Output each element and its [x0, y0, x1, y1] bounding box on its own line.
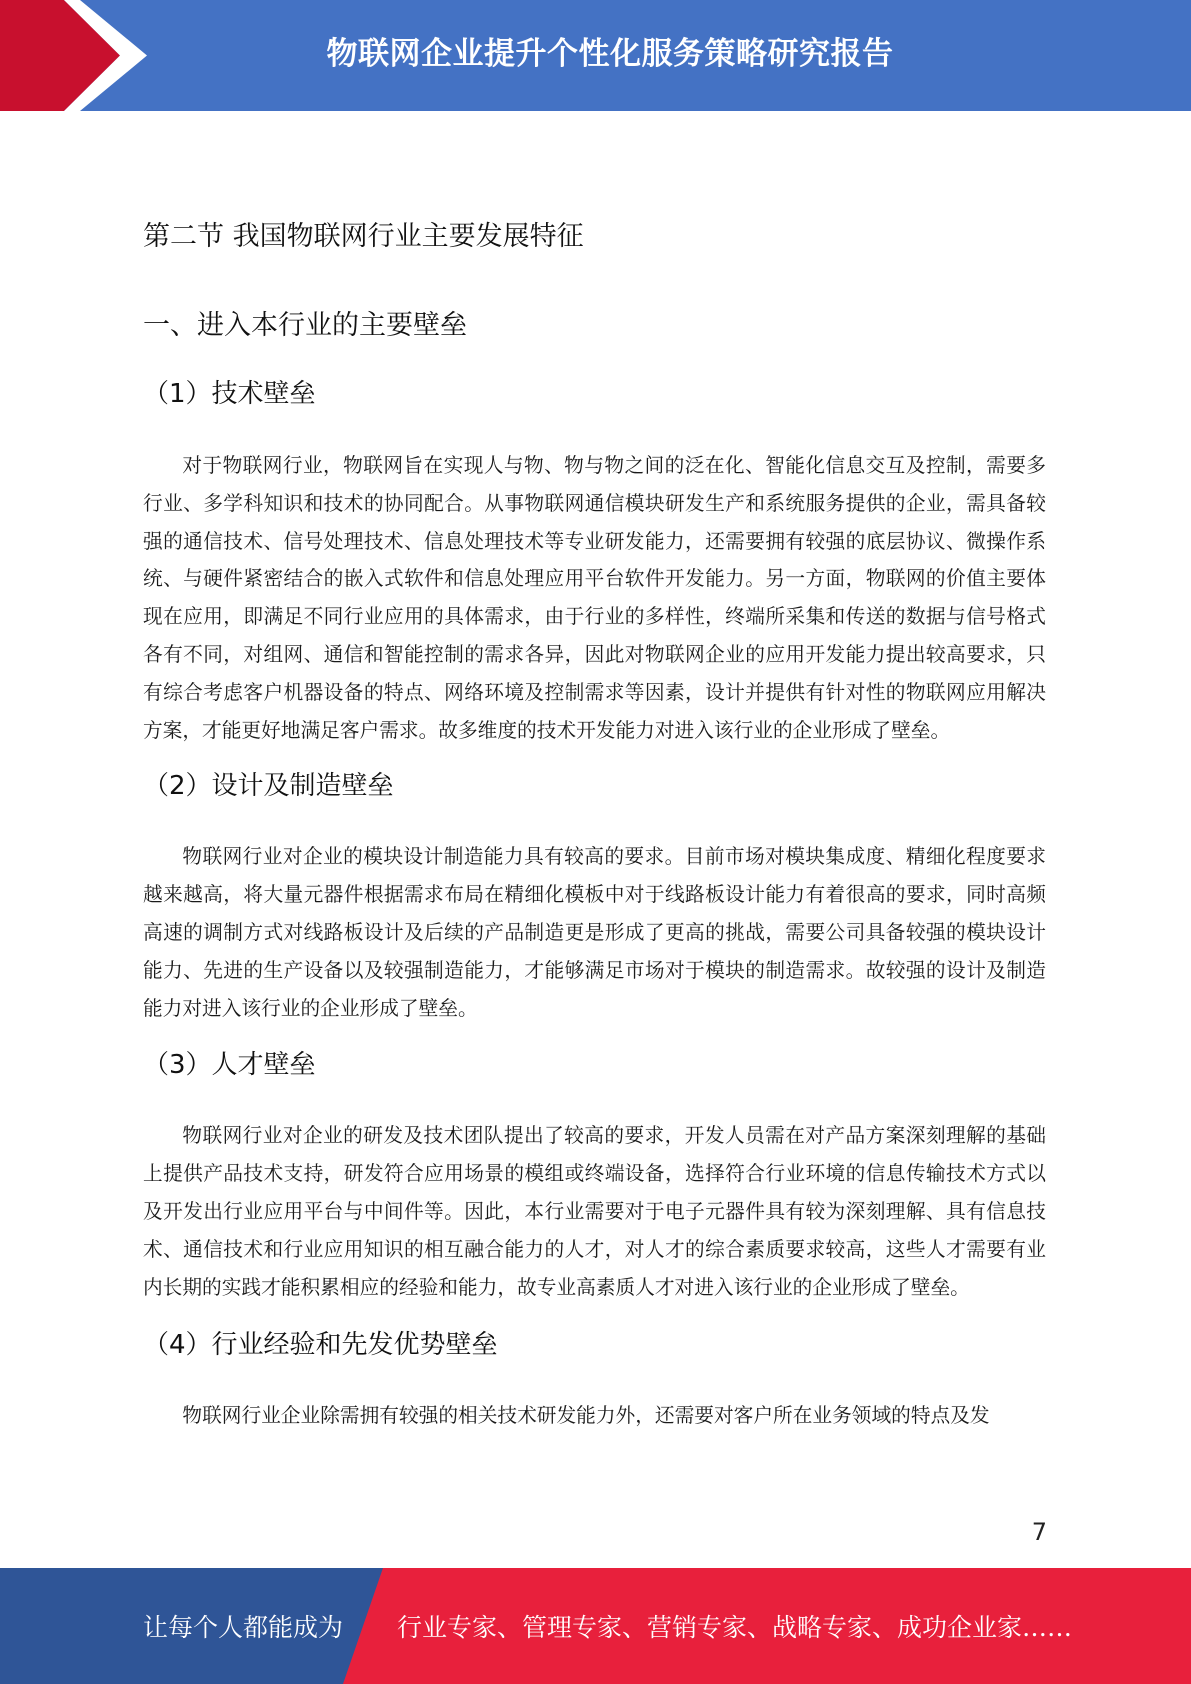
page-footer [0, 1568, 1191, 1684]
item-paragraph-technology: 对于物联网行业，物联网旨在实现人与物、物与物之间的泛在化、智能化信息交互及控制，需要多行业、多学科知识和技术的协同配合。从事物联网通信模块研发生产和系统服务提供的企业，需具备较强的通信技术、信号处理技术、信息处理技术等专业研发能力，还需要拥有较强的底层协议、微操作系统、与硬件紧密结合的嵌入式软件和信息处理应用平台软件开发能力。另一方面，物联网的价值主要体现在应用，即满足不同行业应用的具体需求，由于行业的多样性，终端所采集和传送的数据与信号格式各有不同，对组网、通信和智能控制的需求各异，因此对物联网企业的应用开发能力提出较高要求，只有综合考虑客户机器设备的特点、网络环境及控制需求等因素，设计并提供有针对性的物联网应用解决方案，才能更好地满足客户需求。故多维度的技术开发能力对进入该行业的企业形成了壁垒。 [143, 454, 1046, 742]
item-paragraph-experience: 物联网行业企业除需拥有较强的相关技术研发能力外，还需要对客户所在业务领域的特点及发 [182, 1404, 990, 1428]
page-header [0, 0, 1191, 111]
item-heading-technology: （1）技术壁垒 [143, 379, 316, 409]
page-body [143, 213, 1046, 1435]
item-heading-talent: （3）人才壁垒 [143, 1050, 316, 1081]
footer-slogan-right: 行业专家、管理专家、营销专家、战略专家、成功企业家…… [397, 1613, 1073, 1642]
item-heading-experience: （4）行业经验和先发优势壁垒 [143, 1330, 498, 1361]
item-paragraph-design-manufacturing: 物联网行业对企业的模块设计制造能力具有较高的要求。目前市场对模块集成度、精细化程度要求越来越高，将大量元器件根据需求布局在精细化模板中对于线路板设计能力有着很高的要求，同时高频高速的调制方式对线路板设计及后续的产品制造更是形成了更高的挑战，需要公司具备较强的模块设计能力、先进的生产设备以及较强制造能力，才能够满足市场对于模块的制造需求。故较强的设计及制造能力对进入该行业的企业形成了壁垒。 [143, 845, 1046, 1020]
subsection-title: 一、进入本行业的主要壁垒 [143, 310, 467, 341]
page-number: 7 [1031, 1518, 1047, 1546]
section-title: 第二节 我国物联网行业主要发展特征 [143, 221, 584, 252]
document-title: 物联网企业提升个性化服务策略研究报告 [326, 36, 894, 72]
item-heading-design-manufacturing: （2）设计及制造壁垒 [143, 771, 394, 802]
header-arrow-decoration [0, 0, 160, 111]
footer-slogan-left: 让每个人都能成为 [143, 1613, 344, 1642]
item-paragraph-talent: 物联网行业对企业的研发及技术团队提出了较高的要求，开发人员需在对产品方案深刻理解的基础上提供产品技术支持，研发符合应用场景的模组或终端设备，选择符合行业环境的信息传输技术方式以及开发出行业应用平台与中间件等。因此，本行业需要对于电子元器件具有较为深刻理解、具有信息技术、通信技术和行业应用知识的相互融合能力的人才，对人才的综合素质要求较高，这些人才需要有业内长期的实践才能积累相应的经验和能力，故专业高素质人才对进入该行业的企业形成了壁垒。 [143, 1124, 1046, 1299]
